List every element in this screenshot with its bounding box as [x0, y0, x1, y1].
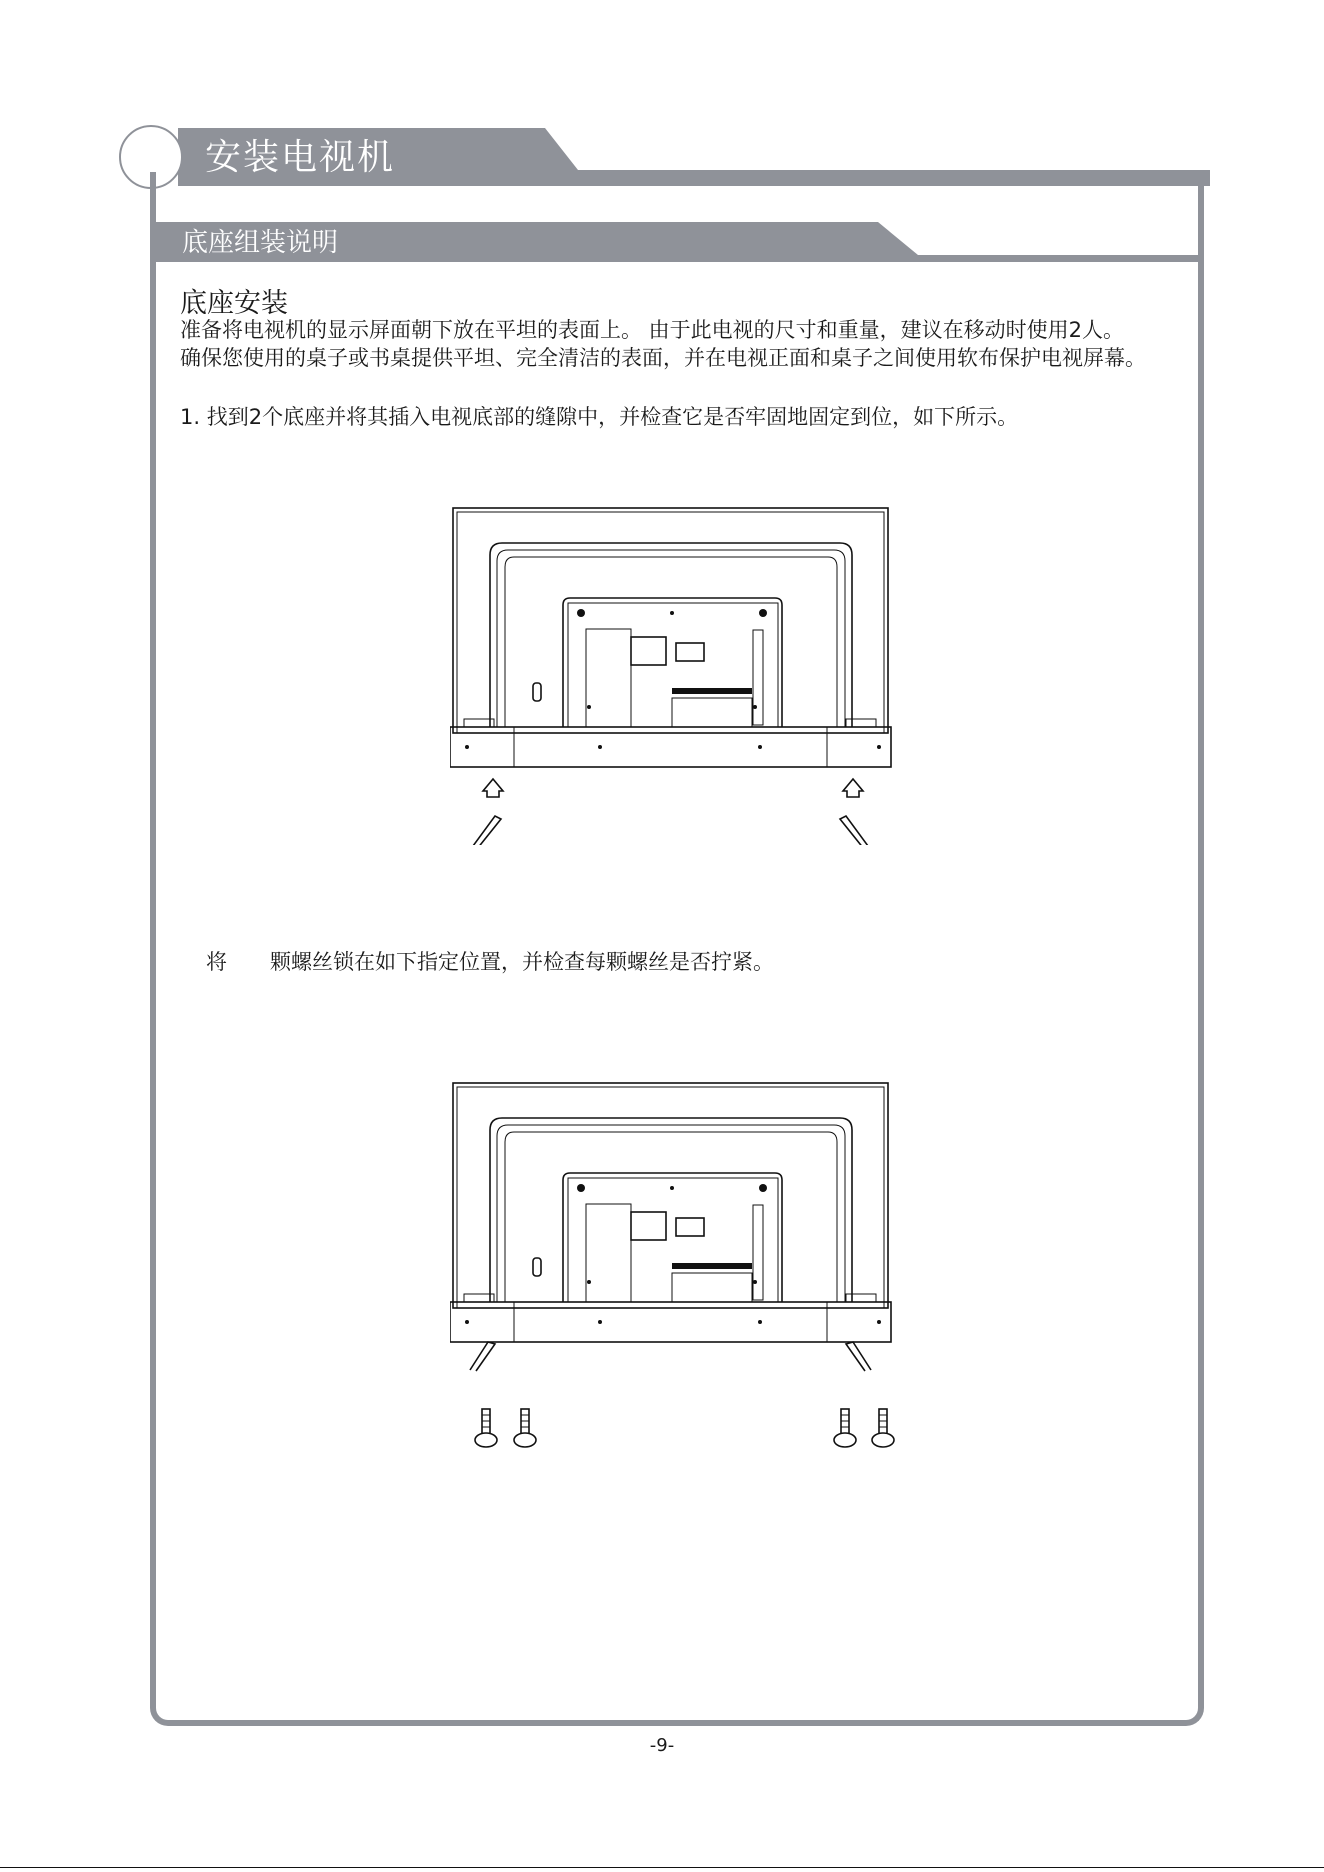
intro-line-2: 确保您使用的桌子或书桌提供平坦、完全清洁的表面，并在电视正面和桌子之间使用软布保护电视屏幕。 — [180, 346, 1146, 370]
screw-icon — [514, 1409, 536, 1447]
screw-icon — [872, 1409, 894, 1447]
label-sticker — [676, 643, 704, 661]
back-panel-left — [586, 1204, 631, 1302]
port-row — [672, 1263, 752, 1269]
label-sticker — [676, 1218, 704, 1236]
insert-arrow-icon — [483, 779, 503, 797]
screw-icon — [834, 1409, 856, 1447]
screw-hole — [759, 609, 767, 617]
screw-hole — [577, 609, 585, 617]
button-icon — [533, 683, 541, 701]
subsection-title: 底座组装说明 — [182, 228, 339, 258]
page-number: -9- — [649, 1735, 675, 1756]
stand-leg-left — [473, 816, 501, 845]
tv-stand-screw-diagram — [450, 1080, 910, 1450]
tv-back-outline — [453, 508, 888, 733]
stand-leg-right — [846, 1342, 871, 1371]
content-heading: 底座安装 — [180, 288, 288, 319]
label-sticker — [631, 637, 666, 665]
tv-stand-insert-diagram — [450, 505, 910, 845]
step-2-prefix: 将 — [206, 950, 227, 974]
button-icon — [533, 1258, 541, 1276]
intro-line-1: 准备将电视机的显示屏面朝下放在平坦的表面上。 由于此电视的尺寸和重量，建议在移动时使用2人。 — [180, 318, 1125, 342]
screw-icon — [475, 1409, 497, 1447]
section-title: 安装电视机 — [205, 137, 396, 178]
tv-back-outline — [453, 1083, 888, 1308]
insert-arrow-icon — [843, 779, 863, 797]
label-sticker — [631, 1212, 666, 1240]
step-1-text: 1. 找到2个底座并将其插入电视底部的缝隙中，并检查它是否牢固地固定到位，如下所示。 — [180, 405, 1019, 429]
back-panel-left — [586, 629, 631, 727]
step-2-text: 颗螺丝锁在如下指定位置，并检查每颗螺丝是否拧紧。 — [270, 950, 774, 974]
screw-hole — [577, 1184, 585, 1192]
stand-leg-left — [470, 1342, 495, 1371]
stand-leg-right — [840, 816, 868, 845]
bottom-rule — [0, 1867, 1324, 1868]
screw-hole — [759, 1184, 767, 1192]
port-row — [672, 688, 752, 694]
